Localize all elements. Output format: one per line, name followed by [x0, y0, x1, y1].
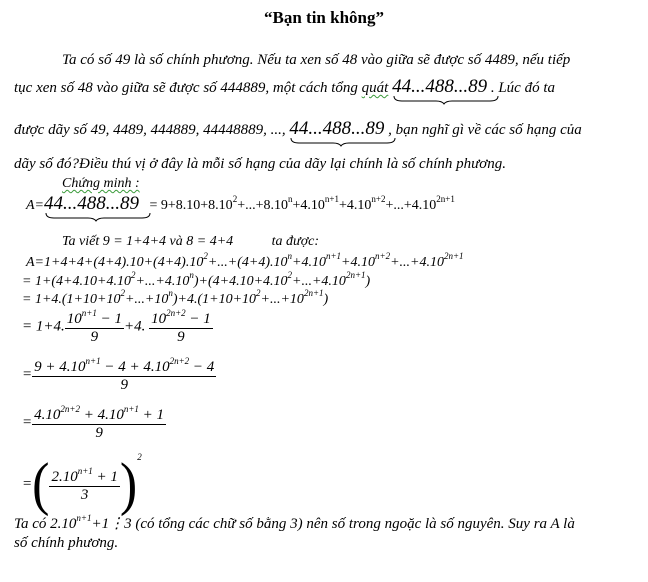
intro-line-2-text: tục xen số 48 vào giữa sẽ được số 444889, một cách tổng [14, 80, 358, 96]
fraction: $\frac{10^{n+1} - 1}{9}$ [66, 308, 122, 345]
intro-line-3-end: , bạn nghĩ gì về các số hạng của [388, 122, 582, 138]
rewrite-note: Ta viết 9 = 1+4+4 và 8 = 4+4 ta được: [62, 234, 320, 249]
conclusion-line-2: số chính phương. [14, 535, 119, 551]
intro-line-4: dãy số đó?Điều thú vị ở đây là mỗi số hạng của dãy lại chính là số chính phương. [14, 156, 507, 172]
equation-line-2: = $1+(4+4.10+4.10^2+...+4.10^n)+(4+4.10+4.10^2+...+4.10^{2n+1})$ [22, 270, 371, 289]
fraction: $\frac{10^{2n+2} - 1}{9}$ [151, 308, 211, 345]
equation-fraction-1: = 1+4. $\frac{10^{n+1} - 1}{9}$ +4. $\frac{10^{2n+2} - 1}{9}$ [22, 308, 211, 345]
equation-line-1: $A=1+4+4+(4+4).10+(4+4).10^2+...+(4+4).10^n+4.10^{n+1}+4.10^{n+2}+...+4.10^{2n+1}$ [26, 251, 464, 270]
general-number-1: 44...488...89 [392, 76, 487, 98]
intro-line-2-end: . Lúc đó ta [490, 80, 555, 96]
equation-fraction-2: = $\frac{9 + 4.10^{n+1} - 4 + 4.10^{2n+2} - 4}{9}$ [22, 356, 215, 393]
equation-line-3: = $1+4.(1+10+10^2+...+10^n)+4.(1+10+10^2+...+10^{2n+1})$ [22, 288, 329, 307]
conclusion-line-1: Ta có $2.10^{n+1}+1⋮3$ (có tổng các chữ số bằng 3) nên số trong ngoặc là số nguyên. Suy ra A là [14, 513, 575, 532]
fraction: $\frac{9 + 4.10^{n+1} - 4 + 4.10^{2n+2} - 4}{9}$ [34, 356, 215, 393]
intro-line-2 [14, 76, 626, 98]
fraction: $\frac{4.10^{2n+2} + 4.10^{n+1} + 1}{9}$ [34, 404, 165, 441]
equation-final-square: =( $\frac{2.10^{n+1} + 1}{3}$ )$^2$ [22, 451, 142, 517]
equation-a-definition: A=44...488...89 = $9+8.10+8.10^2+...+8.10^n+4.10^{n+1}+4.10^{n+2}+...+4.10^{2n+1}$ [26, 193, 455, 215]
general-number-3: 44...488...89 [44, 193, 139, 215]
equation-fraction-3: = $\frac{4.10^{2n+2} + 4.10^{n+1} + 1}{9}$ [22, 404, 165, 441]
left-paren: ( [32, 451, 50, 517]
underbrace-icon [392, 95, 500, 105]
proof-label: Chứng minh : [62, 176, 140, 191]
page-title: “Bạn tin không” [264, 8, 384, 27]
intro-line-2-quat: quát [361, 80, 389, 96]
intro-line-3-text: được dãy số 49, 4489, 444889, 44448889, ..., [14, 122, 286, 138]
underbrace-icon [44, 212, 152, 222]
right-paren: ) [119, 451, 138, 517]
intro-line-1: Ta có số 49 là số chính phương. Nếu ta xen số 48 vào giữa sẽ được số 4489, nếu tiếp [62, 52, 571, 68]
fraction: $\frac{2.10^{n+1} + 1}{3}$ [51, 465, 118, 503]
intro-line-3 [14, 118, 626, 140]
underbrace-icon [289, 137, 397, 147]
general-number-2: 44...488...89 [289, 118, 384, 140]
